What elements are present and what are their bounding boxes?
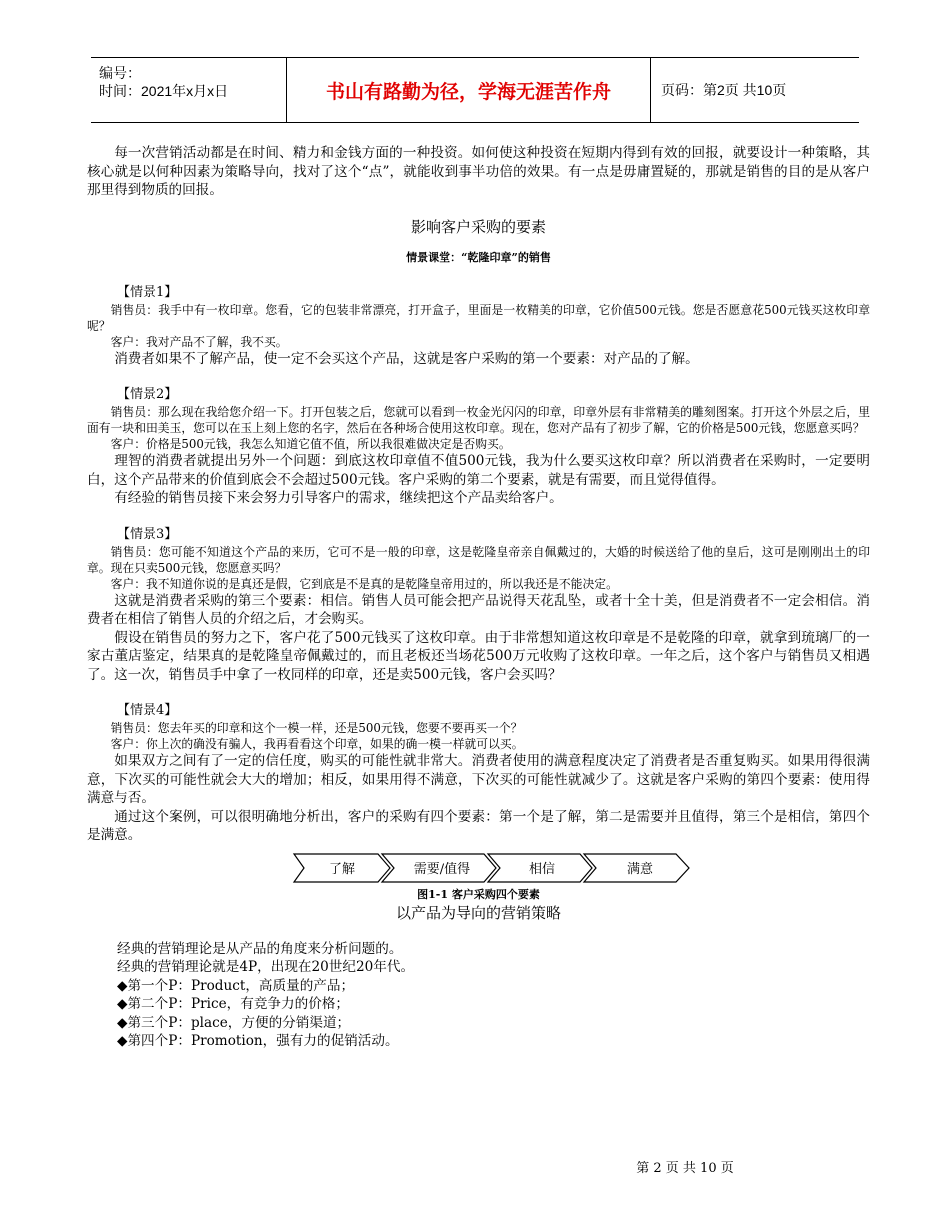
flow-step-2: 需要/值得 [413,861,471,877]
scene1-label: 【情景1】 [117,284,178,300]
flow-diagram [292,851,692,885]
scene4-customer: 客户：你上次的确没有骗人，我再看看这个印章，如果的确一模一样就可以买。 [110,737,524,751]
scene3-label: 【情景3】 [117,526,178,542]
scene4-analysis: 如果双方之间有了一定的信任度，购买的可能性就非常大。消费者使用的满意程度决定了消费者是否重复购买。如果用得很满意，下次买的可能性就会大大的增加；相反，如果用得不满意，下次买的可能性就减少了。这就是客户采购的第四个要素：使用得满意与否。 [87,753,870,806]
scene1-customer: 客户：我对产品不了解，我不买。 [110,334,288,349]
scene4-label: 【情景4】 [117,703,178,718]
doc-date: 时间：2021年x月x日 [99,83,229,99]
case-title: 情景课堂：“乾隆印章”的销售 [406,250,551,264]
scene1-salesperson: 销售员：我手中有一枚印章。您看，它的包装非常漂亮，打开盒子，里面是一枚精美的印章，它价值500元钱。您是否愿意花500元钱买这枚印章呢？ [87,302,870,333]
scene3-customer: 客户：我不知道你说的是真还是假，它到底是不是真的是乾隆皇帝用过的，所以我还是不能决定。 [110,576,618,591]
flow-step-3: 相信 [528,861,556,877]
scene3-story: 假设在销售员的努力之下，客户花了500元钱买了这枚印章。由于非常想知道这枚印章是不是乾隆的印章，就拿到琉璃厂的一家古董店鉴定，结果真的是乾隆皇帝佩戴过的，而且老板还当场花500万元收购了这枚印章。一年之后，这个客户与销售员又相遇了。这一次，销售员手中拿了一枚同样的印章，还是卖500元钱，客户会买吗？ [87,629,870,683]
scene2-customer: 客户：价格是500元钱，我怎么知道它值不值，所以我很难做决定是否购买。 [110,437,511,451]
section-title-purchase-factors: 影响客户采购的要素 [410,217,546,236]
bullet-item: ◆第二个P：Price，有竞争力的价格； [117,996,349,1012]
bullet-item: ◆第四个P：Promotion，强有力的促销活动。 [117,1033,399,1049]
bullet-item: ◆第一个P：Product，高质量的产品； [117,977,355,994]
scene2-label: 【情景2】 [117,387,178,402]
header-meta [91,58,287,122]
bullet-item: ◆第三个P：place，方便的分销渠道； [117,1014,351,1031]
flow-step-4: 满意 [626,861,654,877]
scene4-salesperson: 销售员：您去年买的印章和这个一模一样，还是500元钱，您要不要再买一个？ [110,721,523,735]
header-motto: 书山有路勤为径，学海无涯苦作舟 [287,58,651,122]
scene1-analysis: 消费者如果不了解产品，使一定不会买这个产品，这就是客户采购的第一个要素：对产品的了解。 [114,350,699,367]
section2-paragraph-1: 经典的营销理论是从产品的角度来分析问题的。 [117,940,403,957]
scene2-salesperson: 销售员：那么现在我给您介绍一下。打开包装之后，您就可以看到一枚金光闪闪的印章，印章外层有非常精美的雕刻图案。打开这个外层之后，里面有一块和田美玉，您可以在玉上刻上您的名字，然后在各种场合使用这枚印章。现在，您对产品有了初步了解，它的价格是500元钱，您愿意买吗？ [87,405,870,435]
header-page-info: 页码：第2页 共10页 [661,82,787,98]
purchase-factors-flow [292,851,870,885]
doc-number-label: 编号： [99,65,141,81]
figure-caption: 图1-1 客户采购四个要素 [417,887,540,901]
page-header [91,57,859,123]
scene2-note: 有经验的销售员接下来会努力引导客户的需求，继续把这个产品卖给客户。 [114,490,563,506]
scene3-salesperson: 销售员：您可能不知道这个产品的来历，它可不是一般的印章，这是乾隆皇帝亲自佩戴过的，大婚的时候送给了他的皇后，这可是刚刚出土的印章。现在只卖500元钱，您愿意买吗？ [87,544,870,575]
scene4-summary: 通过这个案例，可以很明确地分析出，客户的采购有四个要素：第一个是了解，第二是需要并且值得，第三个是相信，第四个是满意。 [87,808,870,843]
page-footer: 第 2 页 共 10 页 [636,1161,734,1176]
document-body [87,144,870,1051]
flow-step-1: 了解 [328,861,356,877]
section-title-product-strategy: 以产品为导向的营销策略 [395,903,561,922]
scene3-analysis: 这就是消费者采购的第三个要素：相信。销售人员可能会把产品说得天花乱坠，或者十全十美，但是消费者不一定会相信。消费者在相信了销售人员的介绍之后，才会购买。 [87,592,870,627]
section2-paragraph-2: 经典的营销理论就是4P，出现在20世纪20年代。 [117,959,415,975]
intro-paragraph: 每一次营销活动都是在时间、精力和金钱方面的一种投资。如何使这种投资在短期内得到有效的回报，就要设计一种策略，其核心就是以何种因素为策略导向，找对了这个“点”，就能收到事半功倍的效果。有一点是毋庸置疑的，那就是销售的目的是从客户那里得到物质的回报。 [87,145,870,198]
scene2-analysis: 理智的消费者就提出另外一个问题：到底这枚印章值不值500元钱，我为什么要买这枚印章？所以消费者在采购时，一定要明白，这个产品带来的价值到底会不会超过500元钱。客户采购的第二个要素，就是有需要，而且觉得值得。 [87,453,870,488]
